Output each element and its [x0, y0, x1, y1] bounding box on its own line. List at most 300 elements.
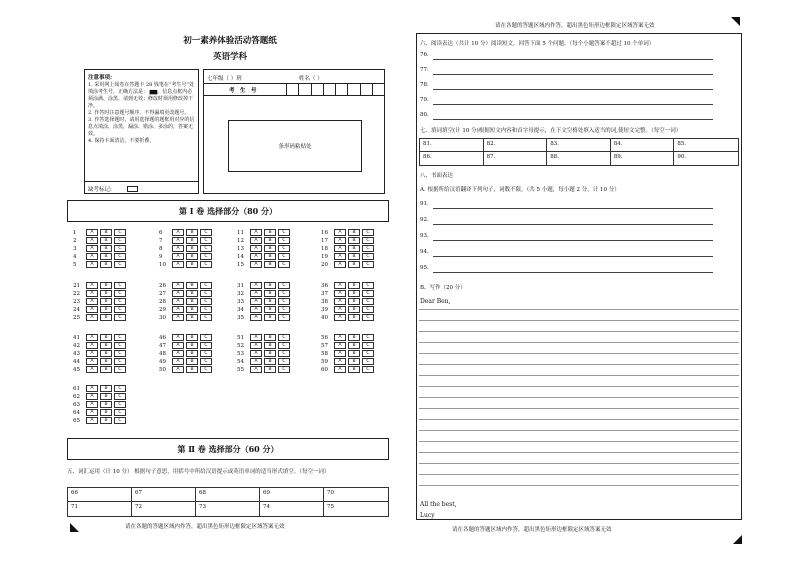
answer-bubble-c[interactable]: C: [200, 334, 212, 341]
mcq-row: [73, 334, 128, 341]
translate-num: 95.: [420, 265, 429, 271]
answer-bubble-c[interactable]: C: [114, 290, 126, 297]
vocab-cell[interactable]: 67: [132, 488, 196, 502]
answer-bubble-c[interactable]: C: [362, 358, 374, 365]
mcq-row: [321, 342, 376, 349]
answer-bubble-a[interactable]: A: [250, 282, 262, 289]
answer-bubble-c[interactable]: C: [200, 261, 212, 268]
answer-line[interactable]: [433, 119, 713, 120]
answer-bubble-b[interactable]: B: [100, 229, 112, 236]
question-number: 30: [159, 314, 166, 321]
essay-line[interactable]: [419, 331, 739, 332]
mcq-row: [73, 253, 128, 260]
answer-bubble-a[interactable]: A: [250, 334, 262, 341]
answer-bubble-c[interactable]: C: [362, 342, 374, 349]
answer-bubble-c[interactable]: C: [114, 237, 126, 244]
answer-bubble-b[interactable]: B: [348, 298, 360, 305]
answer-bubble-b[interactable]: B: [100, 401, 112, 408]
answer-bubble-c[interactable]: C: [114, 385, 126, 392]
mcq-row: [73, 385, 128, 392]
answer-bubble-c[interactable]: C: [362, 298, 374, 305]
question-number: 49: [159, 358, 166, 365]
answer-bubble-a[interactable]: A: [334, 366, 346, 373]
essay-line[interactable]: [419, 419, 739, 420]
answer-bubble-b[interactable]: B: [186, 358, 198, 365]
vocab-cell[interactable]: 74: [260, 502, 324, 516]
answer-bubble-a[interactable]: A: [334, 350, 346, 357]
answer-bubble-b[interactable]: B: [348, 306, 360, 313]
answer-bubble-c[interactable]: C: [114, 229, 126, 236]
answer-bubble-a[interactable]: A: [250, 366, 262, 373]
answer-bubble-c[interactable]: C: [278, 282, 290, 289]
answer-bubble-c[interactable]: C: [362, 290, 374, 297]
cloze-cell[interactable]: 89.: [611, 152, 675, 165]
essay-line[interactable]: [419, 408, 739, 409]
mcq-row: [321, 229, 376, 236]
answer-bubble-b[interactable]: B: [348, 229, 360, 236]
answer-bubble-a[interactable]: A: [86, 417, 98, 424]
answer-bubble-a[interactable]: A: [250, 261, 262, 268]
answer-bubble-b[interactable]: B: [264, 334, 276, 341]
answer-bubble-a[interactable]: A: [250, 298, 262, 305]
answer-bubble-c[interactable]: C: [114, 342, 126, 349]
answer-bubble-c[interactable]: C: [200, 342, 212, 349]
answer-bubble-b[interactable]: B: [100, 366, 112, 373]
answer-bubble-b[interactable]: B: [264, 358, 276, 365]
answer-bubble-c[interactable]: C: [362, 237, 374, 244]
answer-bubble-c[interactable]: C: [278, 245, 290, 252]
answer-bubble-a[interactable]: A: [86, 298, 98, 305]
answer-bubble-a[interactable]: A: [334, 245, 346, 252]
answer-bubble-a[interactable]: A: [172, 261, 184, 268]
answer-bubble-b[interactable]: B: [348, 282, 360, 289]
question-number: 25: [73, 314, 80, 321]
answer-bubble-a[interactable]: A: [86, 290, 98, 297]
answer-bubble-a[interactable]: A: [172, 282, 184, 289]
answer-bubble-c[interactable]: C: [362, 253, 374, 260]
answer-bubble-a[interactable]: A: [250, 314, 262, 321]
vocab-cell[interactable]: 72: [132, 502, 196, 516]
barcode-area: [228, 120, 362, 172]
answer-bubble-c[interactable]: C: [362, 229, 374, 236]
missing-mark-box[interactable]: [127, 186, 138, 192]
vocab-cell[interactable]: 66: [68, 488, 132, 502]
answer-bubble-b[interactable]: B: [264, 298, 276, 305]
answer-bubble-c[interactable]: C: [114, 306, 126, 313]
answer-bubble-a[interactable]: A: [172, 342, 184, 349]
answer-bubble-a[interactable]: A: [334, 253, 346, 260]
answer-bubble-a[interactable]: A: [334, 342, 346, 349]
student-id-cells[interactable]: [286, 83, 384, 95]
cloze-cell[interactable]: 90.: [677, 154, 687, 160]
answer-bubble-a[interactable]: A: [250, 237, 262, 244]
answer-bubble-b[interactable]: B: [264, 229, 276, 236]
answer-bubble-c[interactable]: C: [278, 358, 290, 365]
answer-bubble-b[interactable]: B: [186, 245, 198, 252]
mcq-row: [321, 253, 376, 260]
vocab-cell[interactable]: 71: [68, 502, 132, 516]
answer-bubble-a[interactable]: A: [172, 358, 184, 365]
answer-bubble-a[interactable]: A: [334, 306, 346, 313]
question-number: 47: [159, 342, 166, 349]
answer-bubble-b[interactable]: B: [264, 237, 276, 244]
corner-mark-bottom-right: [733, 535, 742, 544]
answer-bubble-c[interactable]: C: [200, 366, 212, 373]
answer-bubble-a[interactable]: A: [334, 334, 346, 341]
answer-bubble-b[interactable]: B: [100, 253, 112, 260]
answer-bubble-a[interactable]: A: [86, 261, 98, 268]
answer-bubble-c[interactable]: C: [114, 261, 126, 268]
cloze-cell[interactable]: 86.: [420, 152, 484, 165]
answer-bubble-b[interactable]: B: [264, 245, 276, 252]
answer-bubble-a[interactable]: A: [172, 253, 184, 260]
answer-bubble-b[interactable]: B: [264, 306, 276, 313]
vocab-instruction: 五、词汇运用（计 10 分） 根据句子意思，用括号中所给汉语提示或英语单词的适当形式填空。（每空一词）: [67, 469, 330, 475]
answer-bubble-b[interactable]: B: [348, 290, 360, 297]
answer-bubble-c[interactable]: C: [278, 290, 290, 297]
mcq-row: [159, 282, 214, 289]
question-number: 29: [159, 306, 166, 313]
mcq-row: [237, 314, 292, 321]
answer-bubble-b[interactable]: B: [186, 290, 198, 297]
answer-bubble-b[interactable]: B: [186, 253, 198, 260]
answer-bubble-b[interactable]: B: [186, 282, 198, 289]
cloze-cell[interactable]: 88.: [547, 152, 611, 165]
answer-bubble-b[interactable]: B: [100, 385, 112, 392]
vocab-cell[interactable]: 68: [196, 488, 260, 502]
answer-bubble-b[interactable]: B: [186, 229, 198, 236]
answer-bubble-c[interactable]: C: [200, 237, 212, 244]
answer-bubble-a[interactable]: A: [250, 253, 262, 260]
answer-bubble-a[interactable]: A: [172, 290, 184, 297]
mcq-row: [237, 298, 292, 305]
class-field[interactable]: 七年级（ ）班: [207, 76, 242, 82]
answer-bubble-a[interactable]: A: [334, 314, 346, 321]
answer-bubble-c[interactable]: C: [200, 306, 212, 313]
essay-line[interactable]: [419, 342, 739, 343]
essay-line[interactable]: [419, 375, 739, 376]
essay-line[interactable]: [419, 309, 739, 310]
answer-bubble-c[interactable]: C: [114, 314, 126, 321]
answer-line[interactable]: [433, 272, 713, 273]
answer-bubble-a[interactable]: A: [86, 314, 98, 321]
answer-bubble-c[interactable]: C: [114, 350, 126, 357]
answer-bubble-c[interactable]: C: [362, 282, 374, 289]
answer-bubble-a[interactable]: A: [86, 306, 98, 313]
answer-bubble-a[interactable]: A: [250, 245, 262, 252]
answer-bubble-a[interactable]: A: [86, 237, 98, 244]
answer-bubble-c[interactable]: C: [362, 314, 374, 321]
question-number: 54: [237, 358, 244, 365]
essay-line[interactable]: [419, 452, 739, 453]
answer-bubble-b[interactable]: B: [100, 409, 112, 416]
answer-bubble-a[interactable]: A: [172, 350, 184, 357]
answer-bubble-a[interactable]: A: [250, 306, 262, 313]
answer-bubble-a[interactable]: A: [86, 401, 98, 408]
essay-line[interactable]: [419, 386, 739, 387]
answer-bubble-a[interactable]: A: [334, 298, 346, 305]
cloze-instruction: 七、填词填空(计 10 分)根据短文内容和首字母提示，在下文空格处填入适当的词,使短文完整。（每空一词）: [420, 128, 682, 134]
answer-line[interactable]: [433, 89, 713, 90]
answer-bubble-b[interactable]: B: [100, 290, 112, 297]
answer-line[interactable]: [433, 224, 713, 225]
answer-bubble-b[interactable]: B: [186, 298, 198, 305]
answer-bubble-a[interactable]: A: [334, 358, 346, 365]
answer-bubble-b[interactable]: B: [100, 314, 112, 321]
question-number: 15: [237, 261, 244, 268]
essay-line[interactable]: [419, 441, 739, 442]
answer-bubble-b[interactable]: B: [186, 261, 198, 268]
answer-bubble-b[interactable]: B: [348, 253, 360, 260]
answer-bubble-c[interactable]: C: [278, 229, 290, 236]
question-number: 13: [237, 245, 244, 252]
answer-line[interactable]: [433, 208, 713, 209]
answer-bubble-a[interactable]: A: [86, 229, 98, 236]
answer-line[interactable]: [433, 59, 713, 60]
mcq-row: [73, 417, 128, 424]
answer-bubble-a[interactable]: A: [334, 261, 346, 268]
answer-bubble-b[interactable]: B: [348, 261, 360, 268]
cloze-cell[interactable]: 83.: [547, 139, 611, 152]
answer-bubble-b[interactable]: B: [348, 342, 360, 349]
answer-bubble-a[interactable]: A: [172, 306, 184, 313]
answer-bubble-b[interactable]: B: [264, 342, 276, 349]
answer-bubble-b[interactable]: B: [186, 237, 198, 244]
answer-bubble-c[interactable]: C: [114, 253, 126, 260]
question-number: 64: [73, 409, 80, 416]
answer-line[interactable]: [433, 256, 713, 257]
answer-bubble-b[interactable]: B: [100, 417, 112, 424]
mcq-row: [321, 358, 376, 365]
answer-bubble-b[interactable]: B: [348, 245, 360, 252]
answer-bubble-a[interactable]: A: [86, 366, 98, 373]
mcq-row: [73, 261, 128, 268]
answer-bubble-c[interactable]: C: [114, 401, 126, 408]
essay-line[interactable]: [419, 364, 739, 365]
answer-bubble-c[interactable]: C: [200, 245, 212, 252]
answer-bubble-b[interactable]: B: [186, 366, 198, 373]
answer-bubble-a[interactable]: A: [172, 366, 184, 373]
mcq-row: [237, 342, 292, 349]
answer-bubble-b[interactable]: B: [348, 334, 360, 341]
answer-bubble-c[interactable]: C: [278, 261, 290, 268]
answer-bubble-c[interactable]: C: [114, 393, 126, 400]
answer-bubble-c[interactable]: C: [278, 306, 290, 313]
answer-bubble-b[interactable]: B: [100, 334, 112, 341]
answer-bubble-c[interactable]: C: [362, 261, 374, 268]
answer-bubble-b[interactable]: B: [264, 350, 276, 357]
sheet-subject: 英语学科: [212, 52, 247, 62]
answer-bubble-a[interactable]: A: [86, 282, 98, 289]
answer-bubble-a[interactable]: A: [172, 245, 184, 252]
answer-bubble-c[interactable]: C: [114, 366, 126, 373]
answer-bubble-a[interactable]: A: [334, 237, 346, 244]
answer-bubble-c[interactable]: C: [114, 358, 126, 365]
essay-line[interactable]: [419, 485, 739, 486]
answer-bubble-b[interactable]: B: [186, 306, 198, 313]
answer-bubble-a[interactable]: A: [86, 350, 98, 357]
answer-bubble-a[interactable]: A: [172, 229, 184, 236]
answer-bubble-b[interactable]: B: [100, 342, 112, 349]
answer-bubble-b[interactable]: B: [100, 358, 112, 365]
answer-bubble-b[interactable]: B: [186, 342, 198, 349]
answer-bubble-c[interactable]: C: [278, 366, 290, 373]
notes-list: [88, 82, 195, 145]
answer-bubble-b[interactable]: B: [100, 261, 112, 268]
answer-bubble-b[interactable]: B: [100, 237, 112, 244]
answer-bubble-c[interactable]: C: [278, 342, 290, 349]
answer-bubble-b[interactable]: B: [100, 282, 112, 289]
answer-bubble-b[interactable]: B: [264, 314, 276, 321]
mcq-row: [237, 306, 292, 313]
answer-bubble-c[interactable]: C: [200, 253, 212, 260]
answer-bubble-c[interactable]: C: [114, 409, 126, 416]
answer-bubble-a[interactable]: A: [250, 290, 262, 297]
answer-bubble-b[interactable]: B: [264, 253, 276, 260]
answer-bubble-a[interactable]: A: [86, 393, 98, 400]
question-number: 6: [159, 229, 163, 236]
answer-bubble-b[interactable]: B: [264, 366, 276, 373]
cloze-cell[interactable]: 87.: [484, 152, 548, 165]
answer-bubble-c[interactable]: C: [362, 366, 374, 373]
answer-bubble-c[interactable]: C: [200, 282, 212, 289]
answer-bubble-b[interactable]: B: [100, 298, 112, 305]
answer-bubble-a[interactable]: A: [86, 385, 98, 392]
question-number: 62: [73, 393, 80, 400]
answer-bubble-c[interactable]: C: [200, 314, 212, 321]
answer-bubble-b[interactable]: B: [100, 393, 112, 400]
mcq-row: [73, 342, 128, 349]
answer-bubble-b[interactable]: B: [186, 314, 198, 321]
answer-bubble-c[interactable]: C: [114, 417, 126, 424]
question-number: 65: [73, 417, 80, 424]
question-number: 11: [237, 229, 244, 236]
answer-bubble-c[interactable]: C: [362, 350, 374, 357]
answer-bubble-c[interactable]: C: [114, 245, 126, 252]
vocab-cell[interactable]: 75: [327, 504, 334, 510]
top-notice: 请在各题的答题区域内作答，超出黑色矩形边框限定区域答案无效: [495, 23, 655, 29]
vocab-cell[interactable]: 69: [260, 488, 324, 502]
answer-bubble-b[interactable]: B: [186, 334, 198, 341]
answer-bubble-a[interactable]: A: [86, 245, 98, 252]
answer-bubble-b[interactable]: B: [100, 306, 112, 313]
answer-bubble-c[interactable]: C: [114, 334, 126, 341]
cloze-table: [419, 138, 739, 166]
cloze-cell[interactable]: 81.: [420, 139, 484, 152]
vocab-cell[interactable]: 70: [324, 488, 388, 502]
cloze-cell[interactable]: 82.: [484, 139, 548, 152]
answer-bubble-b[interactable]: B: [348, 366, 360, 373]
question-number: 43: [73, 350, 80, 357]
mcq-row: [237, 350, 292, 357]
answer-bubble-b[interactable]: B: [100, 350, 112, 357]
answer-bubble-c[interactable]: C: [278, 298, 290, 305]
answer-bubble-c[interactable]: C: [114, 282, 126, 289]
answer-bubble-a[interactable]: A: [172, 298, 184, 305]
answer-line[interactable]: [433, 74, 713, 75]
reading-instruction: 六、阅读表达（共计 10 分）阅读短文，回答下面 5 个问题。（每个小题答案不超过 10 个单词）: [420, 41, 655, 47]
answer-bubble-a[interactable]: A: [86, 334, 98, 341]
answer-bubble-a[interactable]: A: [172, 237, 184, 244]
answer-bubble-b[interactable]: B: [100, 245, 112, 252]
answer-bubble-a[interactable]: A: [334, 229, 346, 236]
cloze-cell[interactable]: 85.: [674, 139, 738, 152]
answer-bubble-c[interactable]: C: [200, 358, 212, 365]
answer-bubble-c[interactable]: C: [200, 350, 212, 357]
answer-bubble-b[interactable]: B: [348, 237, 360, 244]
answer-bubble-c[interactable]: C: [200, 298, 212, 305]
answer-bubble-b[interactable]: B: [264, 261, 276, 268]
answer-bubble-b[interactable]: B: [186, 350, 198, 357]
essay-line[interactable]: [419, 463, 739, 464]
answer-bubble-b[interactable]: B: [264, 282, 276, 289]
essay-line[interactable]: [419, 353, 739, 354]
answer-bubble-c[interactable]: C: [362, 245, 374, 252]
answer-bubble-a[interactable]: A: [86, 358, 98, 365]
question-number: 31: [237, 282, 244, 289]
answer-bubble-a[interactable]: A: [86, 253, 98, 260]
essay-line[interactable]: [419, 430, 739, 431]
mcq-row: [73, 245, 128, 252]
answer-bubble-a[interactable]: A: [250, 342, 262, 349]
question-number: 7: [159, 237, 163, 244]
mcq-row: [159, 261, 214, 268]
mcq-row: [321, 298, 376, 305]
answer-bubble-a[interactable]: A: [172, 314, 184, 321]
mcq-row: [321, 290, 376, 297]
answer-bubble-a[interactable]: A: [334, 282, 346, 289]
question-number: 60: [321, 366, 328, 373]
mcq-row: [321, 245, 376, 252]
answer-bubble-c[interactable]: C: [278, 237, 290, 244]
answer-line[interactable]: [433, 240, 713, 241]
answer-bubble-a[interactable]: A: [250, 350, 262, 357]
answer-bubble-c[interactable]: C: [200, 229, 212, 236]
answer-bubble-c[interactable]: C: [362, 306, 374, 313]
answer-bubble-a[interactable]: A: [86, 409, 98, 416]
answer-bubble-c[interactable]: C: [114, 298, 126, 305]
mcq-row: [159, 358, 214, 365]
mcq-row: [73, 290, 128, 297]
answer-bubble-b[interactable]: B: [348, 314, 360, 321]
answer-line[interactable]: [433, 104, 713, 105]
answer-bubble-b[interactable]: B: [264, 290, 276, 297]
answer-bubble-a[interactable]: A: [334, 290, 346, 297]
answer-bubble-c[interactable]: C: [200, 290, 212, 297]
answer-bubble-a[interactable]: A: [86, 342, 98, 349]
vocab-cell[interactable]: 73: [196, 502, 260, 516]
essay-line[interactable]: [419, 474, 739, 475]
answer-bubble-a[interactable]: A: [250, 229, 262, 236]
question-number: 3: [73, 245, 77, 252]
answer-bubble-a[interactable]: A: [172, 334, 184, 341]
answer-bubble-c[interactable]: C: [278, 253, 290, 260]
essay-line[interactable]: [419, 397, 739, 398]
cloze-cell[interactable]: 84.: [611, 139, 675, 152]
answer-bubble-a[interactable]: A: [250, 358, 262, 365]
answer-bubble-b[interactable]: B: [348, 358, 360, 365]
answer-bubble-c[interactable]: C: [278, 314, 290, 321]
translate-num: 92.: [420, 217, 429, 223]
answer-bubble-b[interactable]: B: [348, 350, 360, 357]
answer-bubble-c[interactable]: C: [278, 350, 290, 357]
answer-bubble-c[interactable]: C: [278, 334, 290, 341]
name-field[interactable]: 姓名（ ）: [299, 76, 323, 82]
question-number: 41: [73, 334, 80, 341]
essay-line[interactable]: [419, 320, 739, 321]
question-number: 26: [159, 282, 166, 289]
answer-bubble-c[interactable]: C: [362, 334, 374, 341]
